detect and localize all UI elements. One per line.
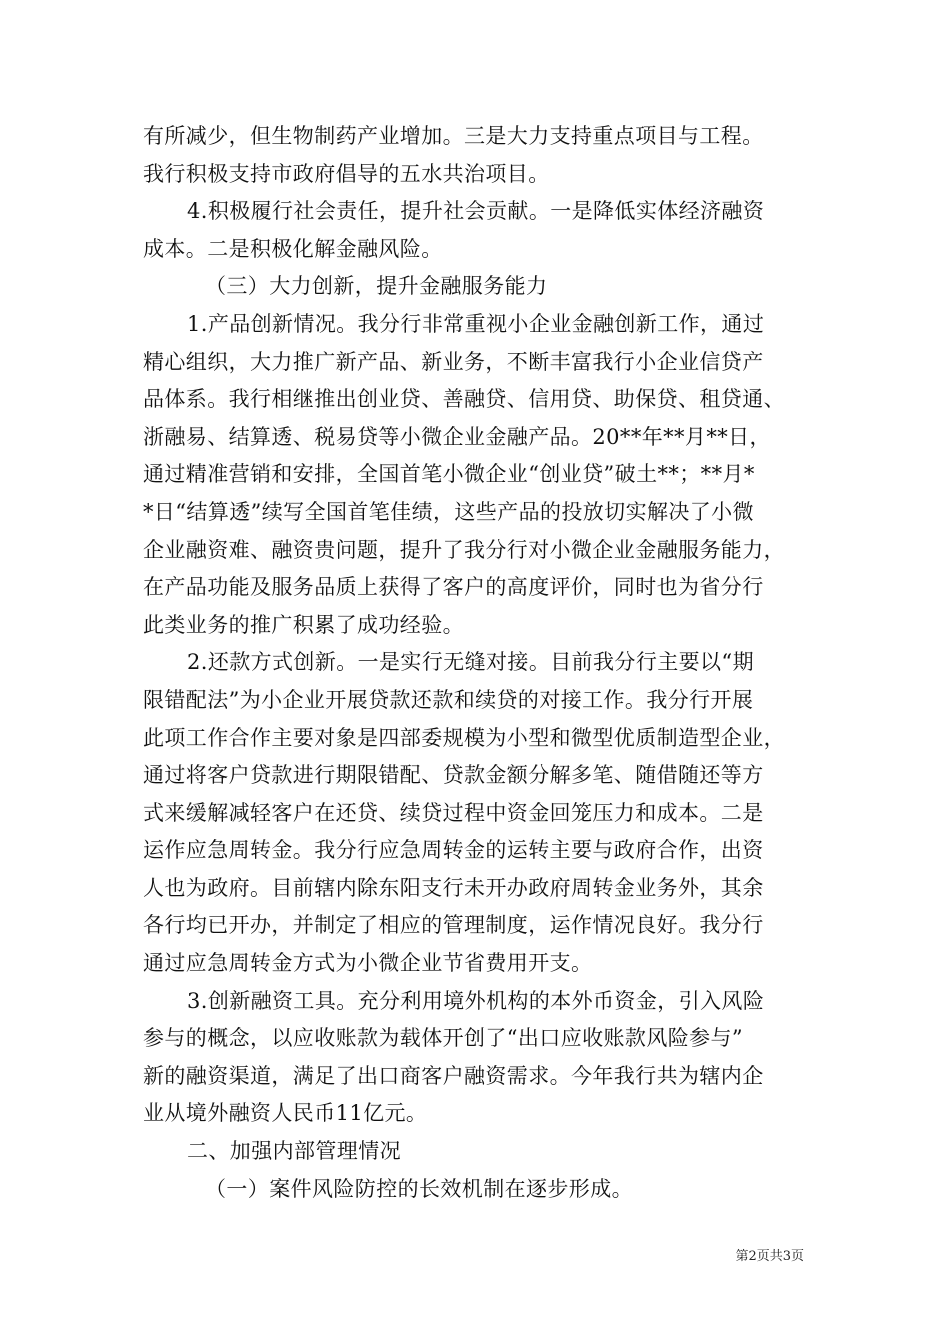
text-line: 浙融易、结算透、税易贷等小微企业金融产品。20**年**月**日， [143,424,771,449]
text-line: 品体系。我行相继推出创业贷、善融贷、信用贷、助保贷、租贷通、 [143,387,785,412]
text-line: 通过应急周转金方式为小微企业节省费用开支。 [143,951,593,976]
paragraph-start: 4.积极履行社会责任，提升社会贡献。一是降低实体经济融资 [187,199,765,224]
text-line: 限错配法”为小企业开展贷款还款和续贷的对接工作。我分行开展 [143,687,754,712]
text-line: 新的融资渠道，满足了出口商客户融资需求。今年我行共为辖内企 [143,1063,764,1088]
text-line: 参与的概念，以应收账款为载体开创了“出口应收账款风险参与” [143,1026,744,1051]
text-line: 成本。二是积极化解金融风险。 [143,236,443,261]
text-line: 精心组织，大力推广新产品、新业务，不断丰富我行小企业信贷产 [143,349,764,374]
section-heading: （三）大力创新，提升金融服务能力 [205,274,548,299]
section-heading: 二、加强内部管理情况 [187,1139,401,1164]
text-line: 在产品功能及服务品质上获得了客户的高度评价，同时也为省分行 [143,575,764,600]
text-line: 此类业务的推广积累了成功经验。 [143,612,464,637]
text-line: 通过将客户贷款进行期限错配、贷款金额分解多笔、随借随还等方 [143,763,764,788]
text-line: 运作应急周转金。我分行应急周转金的运转主要与政府合作，出资 [143,838,764,863]
text-line: *日“结算透”续写全国首笔佳绩，这些产品的投放切实解决了小微 [143,499,754,524]
subsection-heading: （一）案件风险防控的长效机制在逐步形成。 [205,1176,633,1201]
page-number: 第2页共3页 [735,1249,804,1264]
text-line: 式来缓解减轻客户在还贷、续贷过程中资金回笼压力和成本。二是 [143,800,764,825]
paragraph-start: 3.创新融资工具。充分利用境外机构的本外币资金，引入风险 [187,988,765,1013]
paragraph-start: 2.还款方式创新。一是实行无缝对接。目前我分行主要以“期 [187,650,754,675]
body-text [143,118,823,1208]
text-line: 我行积极支持市政府倡导的五水共治项目。 [143,161,550,186]
text-line: 企业融资难、融资贵问题，提升了我分行对小微企业金融服务能力， [143,537,785,562]
text-line: 各行均已开办，并制定了相应的管理制度，运作情况良好。我分行 [143,913,764,938]
paragraph-start: 1.产品创新情况。我分行非常重视小企业金融创新工作，通过 [187,311,765,336]
text-line: 此项工作合作主要对象是四部委规模为小型和微型优质制造型企业， [143,725,785,750]
text-line: 有所减少，但生物制药产业增加。三是大力支持重点项目与工程。 [143,124,764,148]
text-line: 业从境外融资人民币11亿元。 [143,1101,428,1126]
text-line: 通过精准营销和安排，全国首笔小微企业“创业贷”破土**；**月* [143,462,755,487]
text-line: 人也为政府。目前辖内除东阳支行未开办政府周转金业务外，其余 [143,875,764,900]
